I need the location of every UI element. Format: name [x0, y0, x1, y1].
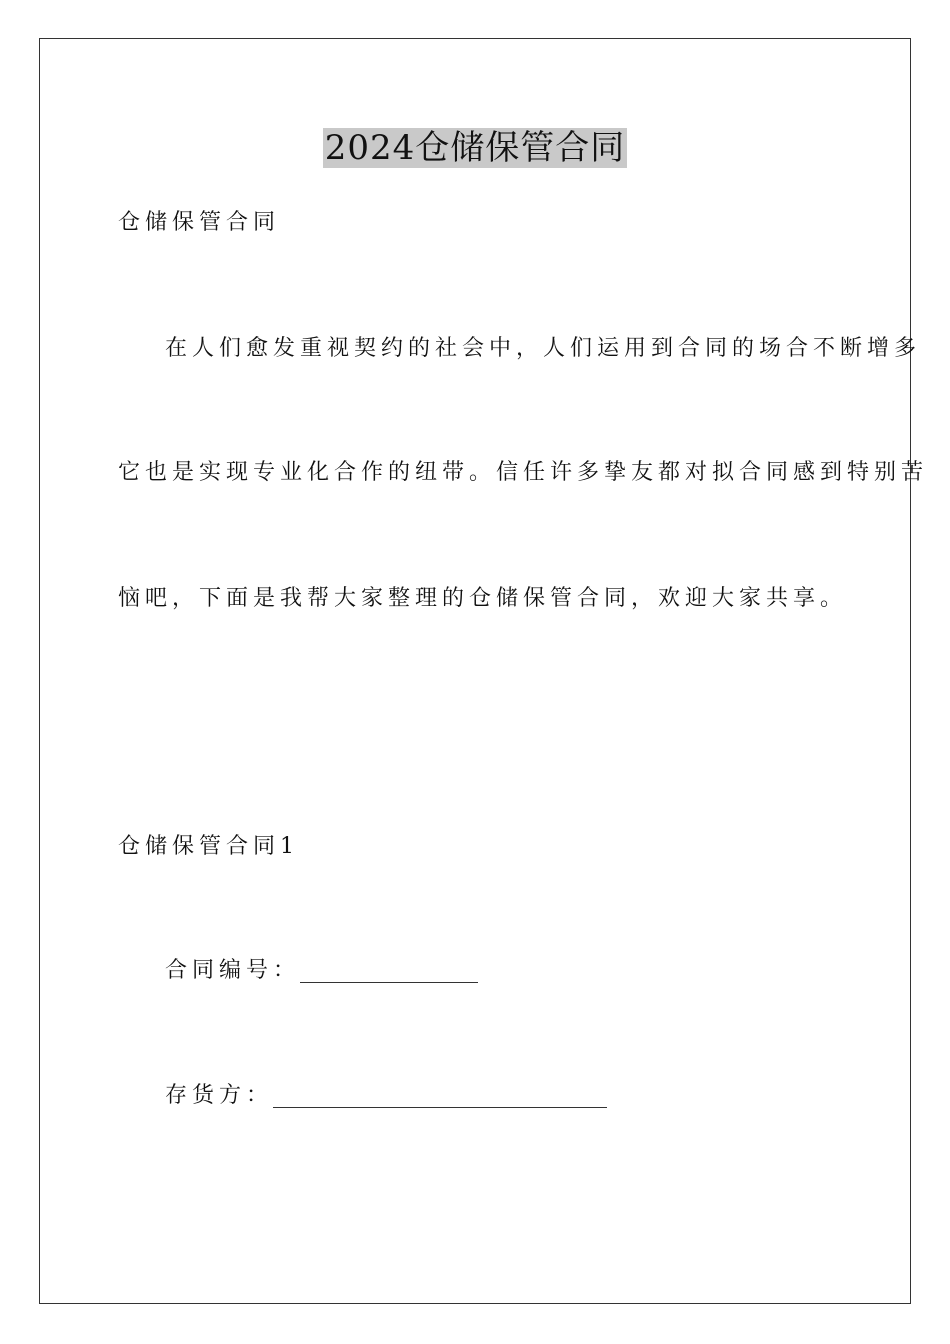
depositor-label: 存货方： [165, 1083, 274, 1108]
depositor-field [165, 1081, 607, 1111]
document-title-text: 2024仓储保管合同 [324, 128, 626, 168]
section-heading: 仓储保管合同1 [118, 834, 299, 859]
intro-line-3: 恼吧，下面是我帮大家整理的仓储保管合同，欢迎大家共享。 [118, 586, 848, 611]
contract-number-blank [300, 960, 478, 983]
contract-number-label: 合同编号： [165, 958, 301, 983]
document-subtitle: 仓储保管合同 [118, 210, 281, 235]
document-title [0, 126, 950, 170]
intro-line-2: 它也是实现专业化合作的纽带。信任许多挚友都对拟合同感到特别苦 [118, 460, 929, 485]
contract-number-field [165, 956, 478, 986]
intro-line-1: 在人们愈发重视契约的社会中，人们运用到合同的场合不断增多 [165, 336, 922, 361]
depositor-blank [273, 1085, 607, 1108]
